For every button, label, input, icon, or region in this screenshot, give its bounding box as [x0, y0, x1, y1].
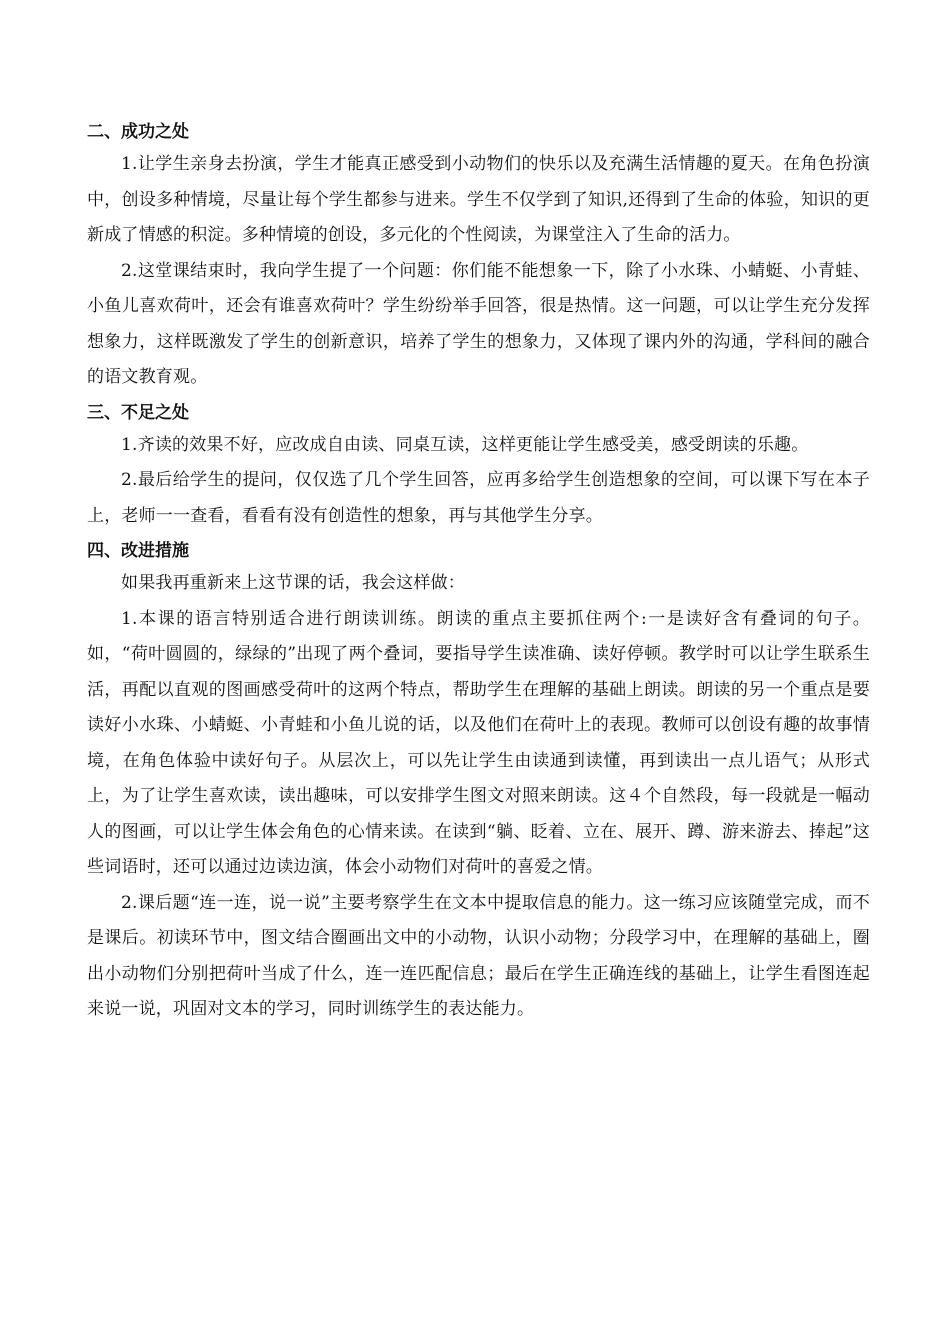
paragraph: 2.这堂课结束时，我向学生提了一个问题：你们能不能想象一下，除了小水珠、小蜻蜓、小青蛙、小鱼儿喜欢荷叶，还会有谁喜欢荷叶？学生纷纷举手回答，很是热情。这一问题，可以让学生充分发挥想象力，这样既激发了学生的创新意识，培养了学生的想象力，又体现了课内外的沟通，学科间的融合的语文教育观。: [87, 260, 870, 387]
paragraph: 1.本课的语言特别适合进行朗读训练。朗读的重点主要抓住两个:一是读好含有叠词的句子。如，“荷叶圆圆的，绿绿的”出现了两个叠词，要指导学生读准确、读好停顿。教学时可以让学生联系生活，再配以直观的图画感受荷叶的这两个特点，帮助学生在理解的基础上朗读。朗读的另一个重点是要读好小水珠、小蜻蜓、小青蛙和小鱼儿说的话，以及他们在荷叶上的表现。教师可以创设有趣的故事情境，在角色体验中读好句子。从层次上，可以先让学生由读通到读懂，再到读出一点儿语气；从形式上，为了让学生喜欢读，读出趣味，可以安排学生图文对照来朗读。这４个自然段，每一段就是一幅动人的图画，可以让学生体会角色的心情来读。在读到“躺、眨着、立在、展开、蹲、游来游去、捧起”这些词语时，还可以通过边读边演，体会小动物们对荷叶的喜爱之情。: [87, 608, 870, 877]
section-heading-improvements: 四、改进措施: [87, 541, 189, 561]
paragraph: 1.让学生亲身去扮演，学生才能真正感受到小动物们的快乐以及充满生活情趣的夏天。在角色扮演中，创设多种情境，尽量让每个学生都参与进来。学生不仅学到了知识,还得到了生命的体验，知识的更新成了情感的积淀。多种情境的创设，多元化的个性阅读，为课堂注入了生命的活力。: [87, 154, 870, 245]
section-heading-success: 二、成功之处: [87, 122, 189, 142]
paragraph: 1.齐读的效果不好，应改成自由读、同桌互读，这样更能让学生感受美，感受朗读的乐趣。: [121, 434, 809, 455]
paragraph: 如果我再重新来上这节课的话，我会这样做：: [121, 573, 465, 593]
paragraph: 2.最后给学生的提问，仅仅选了几个学生回答，应再多给学生创造想象的空间，可以课下写在本子上，老师一一查看，看看有没有创造性的想象，再与其他学生分享。: [87, 470, 870, 526]
section-heading-shortcomings: 三、不足之处: [87, 402, 189, 423]
paragraph: 2.课后题“连一连，说一说”主要考察学生在文本中提取信息的能力。这一练习应该随堂完成，而不是课后。初读环节中，图文结合圈画出文中的小动物，认识小动物；分段学习中，在理解的基础上，圈出小动物们分别把荷叶当成了什么，连一连匹配信息；最后在学生正确连线的基础上，让学生看图连起来说一说，巩固对文本的学习，同时训练学生的表达能力。: [87, 892, 870, 1019]
